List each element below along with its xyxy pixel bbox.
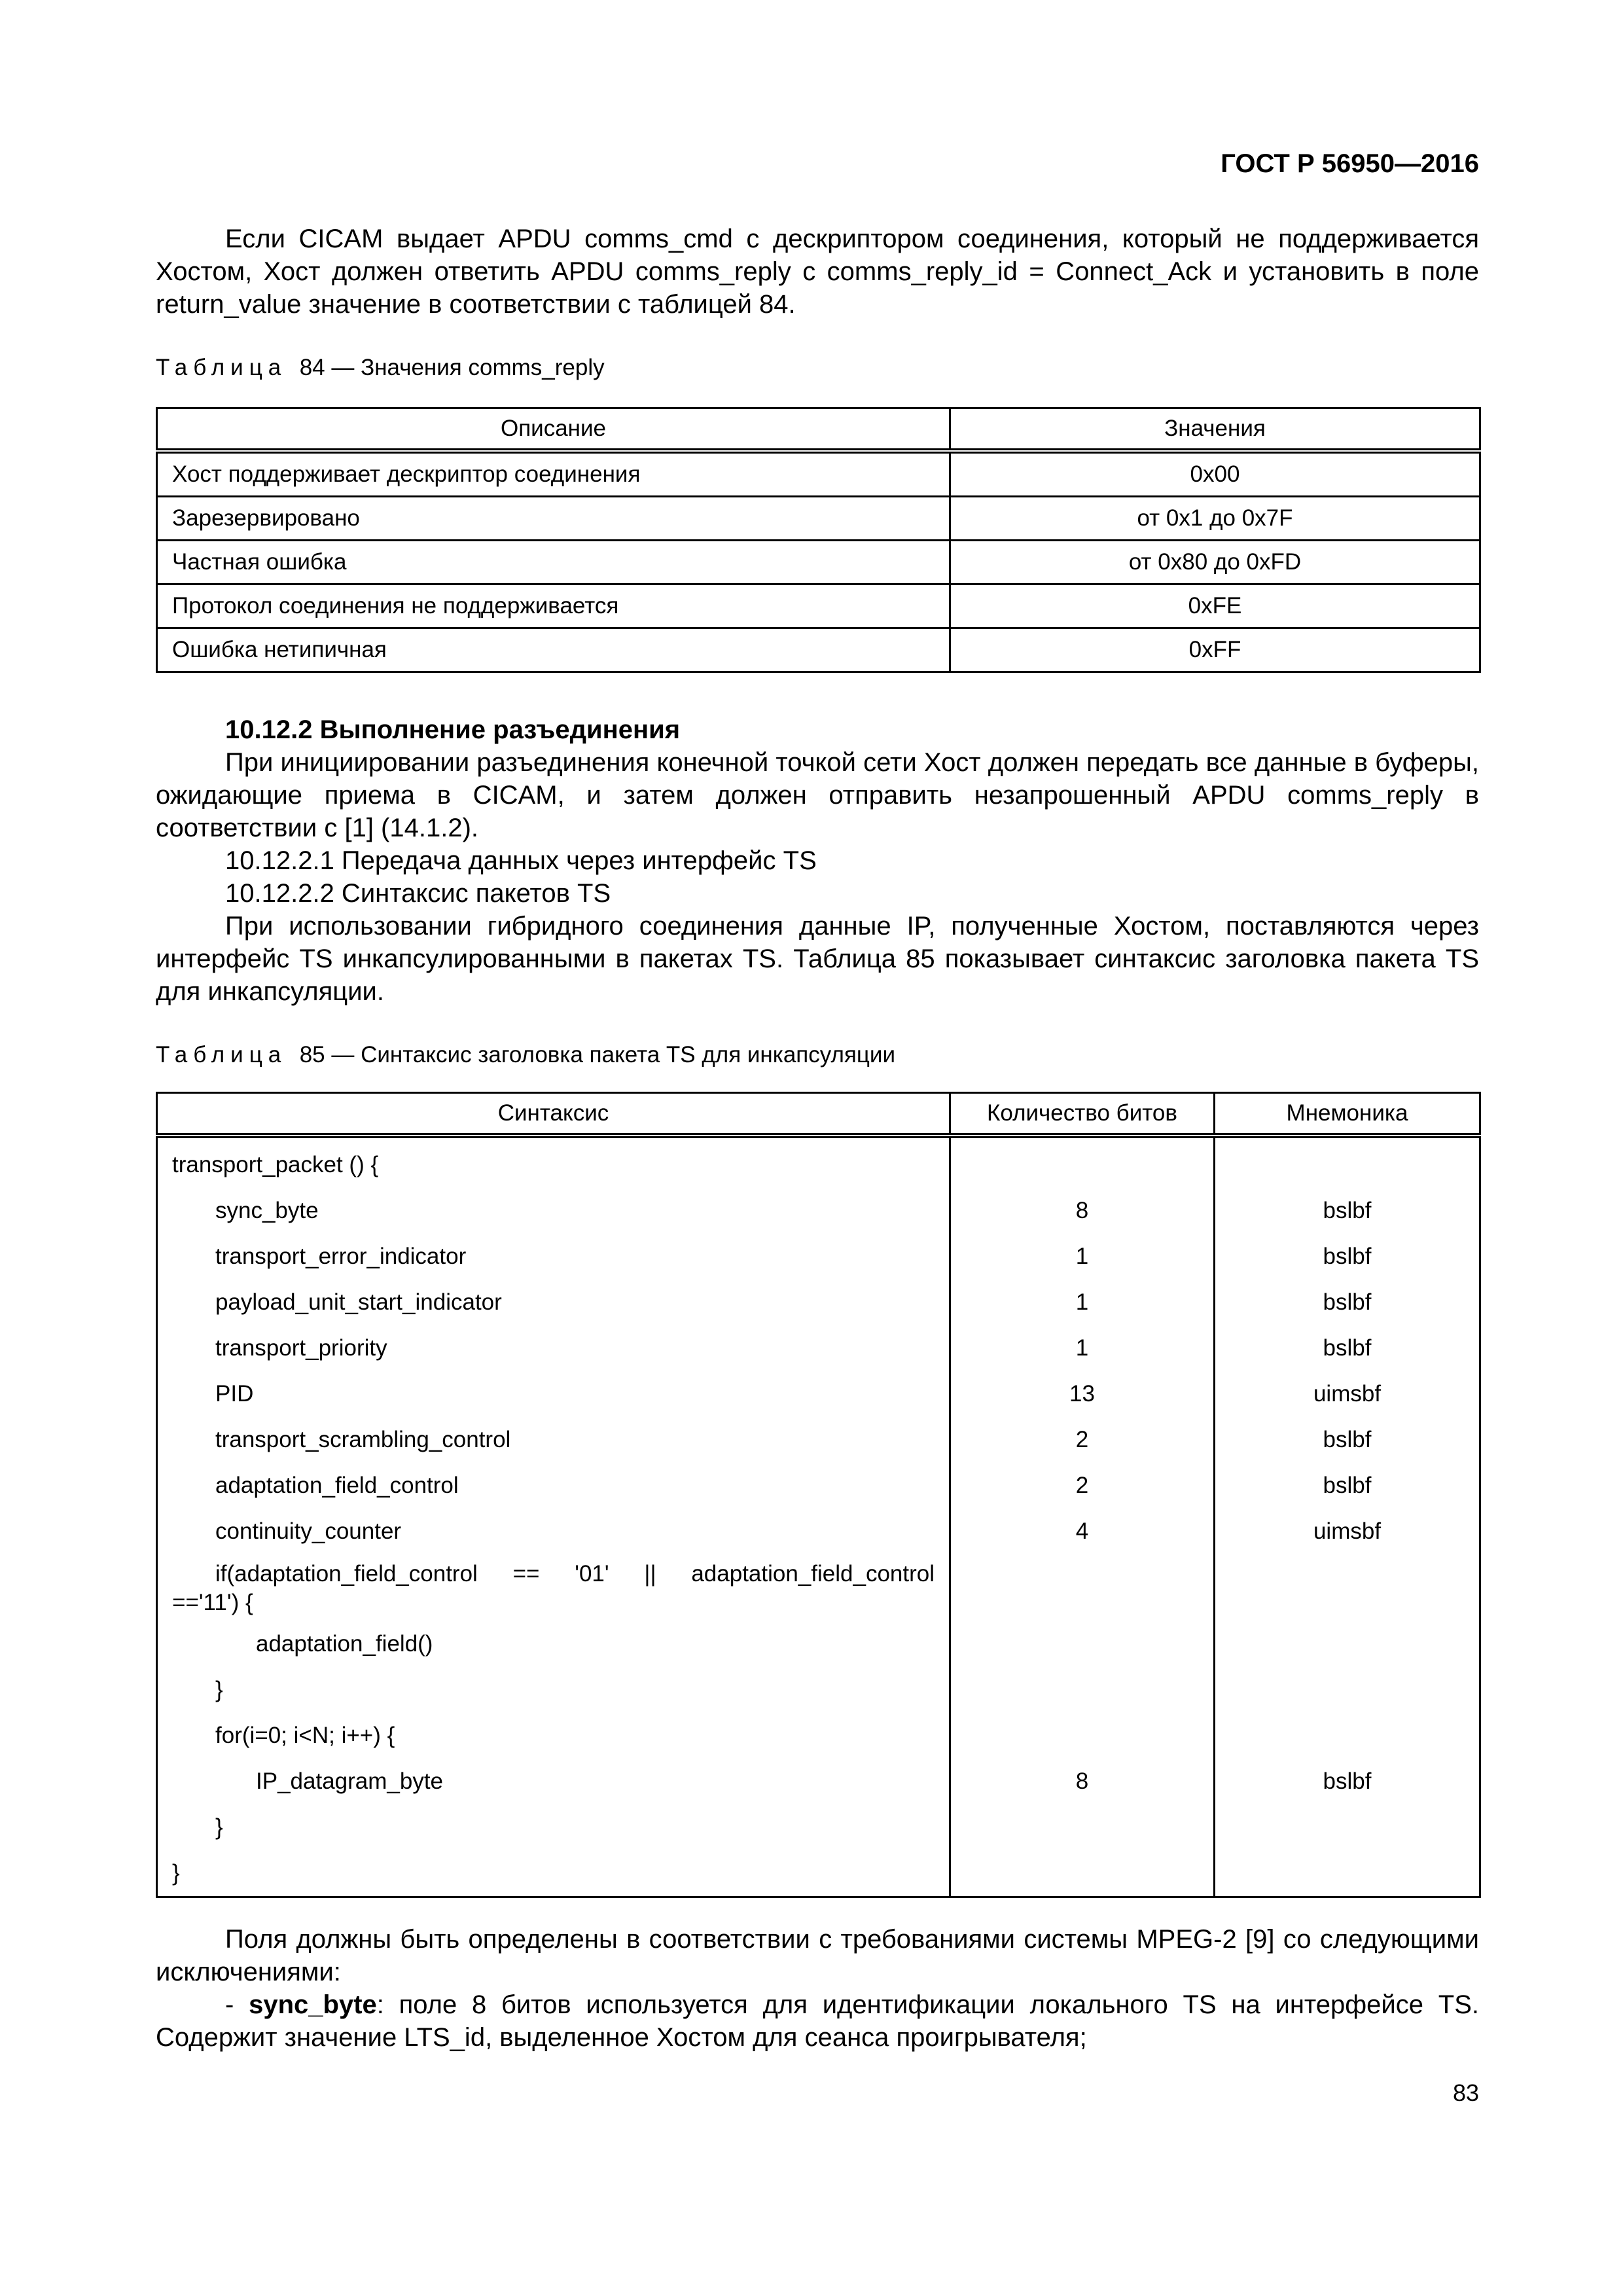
closing-block: [156, 1923, 1479, 2054]
mnemonic-cell: bslbf: [1215, 1463, 1480, 1509]
mnemonic-cell: bslbf: [1215, 1325, 1480, 1371]
table-row: [157, 628, 1480, 672]
table-row: [157, 1136, 1480, 1188]
bits-cell: [950, 1136, 1215, 1188]
bits-cell: [950, 1667, 1215, 1713]
syntax-cell: }: [157, 1850, 950, 1897]
bits-cell: 13: [950, 1371, 1215, 1417]
bits-cell: 1: [950, 1280, 1215, 1325]
table84-header-row: [157, 408, 1480, 452]
syntax-cell-wrapped: [157, 1554, 950, 1621]
table85: [156, 1092, 1481, 1898]
table84-header-description: Описание: [157, 408, 950, 452]
syntax-cell: sync_byte: [157, 1188, 950, 1234]
section-title: 10.12.2 Выполнение разъединения: [225, 715, 681, 744]
syntax-cell: payload_unit_start_indicator: [157, 1280, 950, 1325]
table85-caption: [156, 1041, 1479, 1069]
table84-cell-description: Зарезервировано: [157, 497, 950, 541]
mnemonic-cell: [1215, 1804, 1480, 1850]
section-block: [156, 713, 1479, 1008]
bullet-term: sync_byte: [249, 1990, 377, 2019]
table85-header-syntax: Синтаксис: [157, 1093, 950, 1136]
intro-block: [156, 223, 1479, 321]
syntax-cell: transport_scrambling_control: [157, 1417, 950, 1463]
table-row: [157, 1234, 1480, 1280]
syntax-cell: for(i=0; i<N; i++) {: [157, 1713, 950, 1759]
table85-header-row: [157, 1093, 1480, 1136]
table-row: [157, 497, 1480, 541]
closing-paragraph: Поля должны быть определены в соответствии с требованиями системы MPEG-2 [9] со следующими исключениями:: [156, 1925, 1479, 1986]
mnemonic-cell: uimsbf: [1215, 1509, 1480, 1554]
section-paragraph-1: При инициировании разъединения конечной точкой сети Хост должен передать все данные в буферы, ожидающие приема в CICAM, и затем должен отправить незапрошенный APDU comms_reply в соответствии с [1] (14.1.2).: [156, 748, 1479, 842]
table84-caption: [156, 353, 1479, 382]
table84-cell-value: от 0x80 до 0xFD: [950, 541, 1480, 584]
syntax-cell: }: [157, 1667, 950, 1713]
bits-cell: [950, 1554, 1215, 1621]
table84-cell-value: от 0x1 до 0x7F: [950, 497, 1480, 541]
table-row: [157, 1509, 1480, 1554]
bits-cell: 8: [950, 1188, 1215, 1234]
table85-header-mnemonic: Мнемоника: [1215, 1093, 1480, 1136]
syntax-line-2: =='11') {: [172, 1590, 253, 1615]
table-row: [157, 1621, 1480, 1667]
table85-caption-label: Таблица: [156, 1042, 287, 1067]
table84-caption-text: 84 — Значения comms_reply: [299, 355, 605, 380]
bullet-prefix: -: [225, 1990, 249, 2019]
bits-cell: 2: [950, 1463, 1215, 1509]
table84-cell-description: Ошибка нетипичная: [157, 628, 950, 672]
table-row: [157, 1850, 1480, 1897]
table-row: [157, 1280, 1480, 1325]
bits-cell: 8: [950, 1759, 1215, 1804]
syntax-cell: PID: [157, 1371, 950, 1417]
mnemonic-cell: [1215, 1713, 1480, 1759]
mnemonic-cell: [1215, 1850, 1480, 1897]
table-row: [157, 1417, 1480, 1463]
syntax-cell: adaptation_field(): [157, 1621, 950, 1667]
subsection-heading-1: 10.12.2.1 Передача данных через интерфейс TS: [225, 846, 817, 875]
mnemonic-cell: bslbf: [1215, 1234, 1480, 1280]
table-row: [157, 1188, 1480, 1234]
syntax-cell: transport_priority: [157, 1325, 950, 1371]
document-id-header: ГОСТ Р 56950—2016: [1221, 149, 1479, 178]
mnemonic-cell: bslbf: [1215, 1759, 1480, 1804]
table84-cell-description: Хост поддерживает дескриптор соединения: [157, 451, 950, 497]
table-row: [157, 1371, 1480, 1417]
bits-cell: 4: [950, 1509, 1215, 1554]
table85-header-bits: Количество битов: [950, 1093, 1215, 1136]
mnemonic-cell: bslbf: [1215, 1417, 1480, 1463]
table84-cell-value: 0xFF: [950, 628, 1480, 672]
table84-cell-value: 0x00: [950, 451, 1480, 497]
table-row: [157, 541, 1480, 584]
table-row: [157, 1804, 1480, 1850]
mnemonic-cell: [1215, 1136, 1480, 1188]
table-row: [157, 1325, 1480, 1371]
syntax-cell: adaptation_field_control: [157, 1463, 950, 1509]
bullet-text: : поле 8 битов используется для идентификации локального TS на интерфейсе TS. Содержит значение LTS_id, выделенное Хостом для сеанса проигрывателя;: [156, 1990, 1480, 2052]
table85-caption-text: 85 — Синтаксис заголовка пакета TS для инкапсуляции: [299, 1042, 896, 1067]
subsection-heading-2: 10.12.2.2 Синтаксис пакетов TS: [225, 879, 611, 908]
section-paragraph-2: При использовании гибридного соединения данные IP, полученные Хостом, поставляются через интерфейс TS инкапсулированными в пакетах TS. Таблица 85 показывает синтаксис заголовка пакета TS для инкапсуляции.: [156, 912, 1479, 1006]
bits-cell: [950, 1850, 1215, 1897]
mnemonic-cell: [1215, 1667, 1480, 1713]
bits-cell: [950, 1713, 1215, 1759]
table84-cell-description: Протокол соединения не поддерживается: [157, 584, 950, 628]
mnemonic-cell: uimsbf: [1215, 1371, 1480, 1417]
table84-cell-value: 0xFE: [950, 584, 1480, 628]
syntax-line-1: if(adaptation_field_control == '01' || adaptation_field_control: [215, 1561, 935, 1587]
table84: [156, 407, 1481, 673]
page-number: 83: [1452, 2079, 1479, 2106]
syntax-cell: IP_datagram_byte: [157, 1759, 950, 1804]
mnemonic-cell: bslbf: [1215, 1280, 1480, 1325]
table-row: [157, 1667, 1480, 1713]
table84-header-values: Значения: [950, 408, 1480, 452]
bits-cell: 1: [950, 1325, 1215, 1371]
intro-paragraph: Если CICAM выдает APDU comms_cmd с дескриптором соединения, который не поддерживается Хостом, Хост должен ответить APDU comms_reply с comms_reply_id = Connect_Ack и установить в поле return_value значение в соответствии с таблицей 84.: [156, 224, 1479, 319]
syntax-cell: transport_error_indicator: [157, 1234, 950, 1280]
syntax-cell: }: [157, 1804, 950, 1850]
bits-cell: [950, 1804, 1215, 1850]
syntax-cell: continuity_counter: [157, 1509, 950, 1554]
bits-cell: 2: [950, 1417, 1215, 1463]
mnemonic-cell: bslbf: [1215, 1188, 1480, 1234]
bits-cell: 1: [950, 1234, 1215, 1280]
table-row: [157, 584, 1480, 628]
closing-bullet: [156, 1988, 1479, 2054]
bits-cell: [950, 1621, 1215, 1667]
syntax-cell: transport_packet () {: [157, 1136, 950, 1188]
table-row: [157, 1713, 1480, 1759]
table-row: [157, 1463, 1480, 1509]
mnemonic-cell: [1215, 1554, 1480, 1621]
mnemonic-cell: [1215, 1621, 1480, 1667]
table-row: [157, 1759, 1480, 1804]
table84-cell-description: Частная ошибка: [157, 541, 950, 584]
table84-caption-label: Таблица: [156, 355, 287, 380]
table-row: [157, 1554, 1480, 1621]
table-row: [157, 451, 1480, 497]
